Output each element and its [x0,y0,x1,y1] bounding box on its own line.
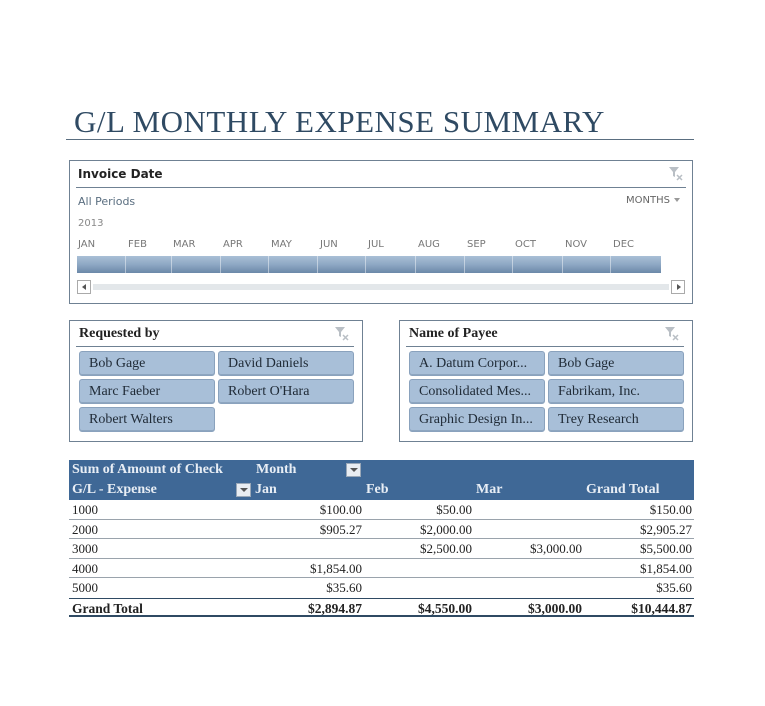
table-row [69,539,694,559]
cell: $50.00 [436,502,472,517]
cell: $4,550.00 [418,600,472,616]
month-label[interactable]: OCT [515,239,536,250]
cell: $35.60 [326,580,362,595]
time-level-label: MONTHS [626,195,670,206]
row-label: Grand Total [72,600,143,616]
column-field-label: Month [256,462,297,477]
cell: $5,500.00 [640,541,692,556]
chevron-down-icon [674,198,680,202]
month-label[interactable]: AUG [418,239,440,250]
scroll-left-button[interactable] [77,280,91,294]
cell: $10,444.87 [631,600,692,616]
cell: $3,000.00 [530,541,582,556]
values-field-label: Sum of Amount of Check [72,462,223,477]
month-label[interactable]: JUL [368,239,384,250]
month-label[interactable]: FEB [128,239,147,250]
timeline-months [78,239,662,253]
cell: $1,854.00 [310,560,362,576]
timeline-year: 2013 [78,218,104,229]
row-label: 2000 [72,521,98,537]
pivot-table [69,460,694,617]
cell: $35.60 [656,580,692,595]
slicer-header: Requested by [79,326,160,341]
cell: $2,500.00 [420,541,472,556]
column-filter-dropdown[interactable] [346,463,361,477]
row-field-label: G/L - Expense [72,482,157,497]
month-label[interactable]: APR [223,239,243,250]
column-header: Grand Total [586,482,660,497]
clear-filter-icon[interactable] [668,165,684,181]
slicer-item[interactable]: Robert O'Hara [218,379,354,404]
payee-slicer [399,320,693,442]
table-row [69,559,694,579]
clear-filter-icon[interactable] [334,325,350,341]
slicer-item[interactable]: Trey Research [548,407,684,432]
slicer-item[interactable]: A. Datum Corpor... [409,351,545,376]
requested-by-slicer [69,320,363,442]
slicer-item[interactable]: Bob Gage [79,351,215,376]
column-header: Feb [366,482,389,497]
column-header: Mar [476,482,503,497]
table-row [69,578,694,598]
arrow-left-icon [82,284,86,290]
cell: $2,894.87 [308,600,362,616]
slicer-item[interactable]: Consolidated Mes... [409,379,545,404]
slicer-item[interactable]: Bob Gage [548,351,684,376]
timeline-selection-bar[interactable] [77,256,661,273]
table-row [69,520,694,540]
slicer-item[interactable]: Fabrikam, Inc. [548,379,684,404]
month-label[interactable]: JUN [320,239,338,250]
slicer-divider [406,346,684,347]
cell: $1,854.00 [640,560,692,576]
cell: $2,000.00 [420,521,472,537]
all-periods-label: All Periods [78,195,136,208]
column-header: Jan [255,482,277,497]
slicer-divider [76,346,354,347]
row-filter-dropdown[interactable] [236,483,251,497]
scroll-right-button[interactable] [671,280,685,294]
slicer-item[interactable]: Marc Faeber [79,379,215,404]
time-level-dropdown[interactable] [626,195,680,206]
timeline-scrollbar[interactable] [77,280,685,294]
grand-total-row [69,598,694,618]
cell: $150.00 [649,502,692,517]
slicer-item[interactable]: Robert Walters [79,407,215,432]
cell: $3,000.00 [528,600,582,616]
invoice-date-timeline[interactable] [69,160,693,304]
title-divider [66,139,694,140]
cell: $2,905.27 [640,521,692,537]
month-label[interactable]: MAY [271,239,292,250]
page-title: G/L MONTHLY EXPENSE SUMMARY [74,104,605,139]
row-label: 4000 [72,560,98,576]
arrow-right-icon [677,284,681,290]
cell: $905.27 [319,521,362,537]
month-label[interactable]: JAN [78,239,96,250]
pivot-header [69,460,694,500]
row-label: 1000 [72,502,98,517]
row-label: 3000 [72,541,98,556]
month-label[interactable]: MAR [173,239,196,250]
slicer-item[interactable]: David Daniels [218,351,354,376]
timeline-divider [76,187,686,188]
slicer-item[interactable]: Graphic Design In... [409,407,545,432]
slicer-header: Name of Payee [409,326,498,341]
month-label[interactable]: NOV [565,239,588,250]
month-label[interactable]: DEC [613,239,635,250]
month-label[interactable]: SEP [467,239,486,250]
table-row [69,500,694,520]
row-label: 5000 [72,580,98,595]
cell: $100.00 [319,502,362,517]
clear-filter-icon[interactable] [664,325,680,341]
scroll-track[interactable] [93,284,669,290]
timeline-header: Invoice Date [78,167,163,181]
